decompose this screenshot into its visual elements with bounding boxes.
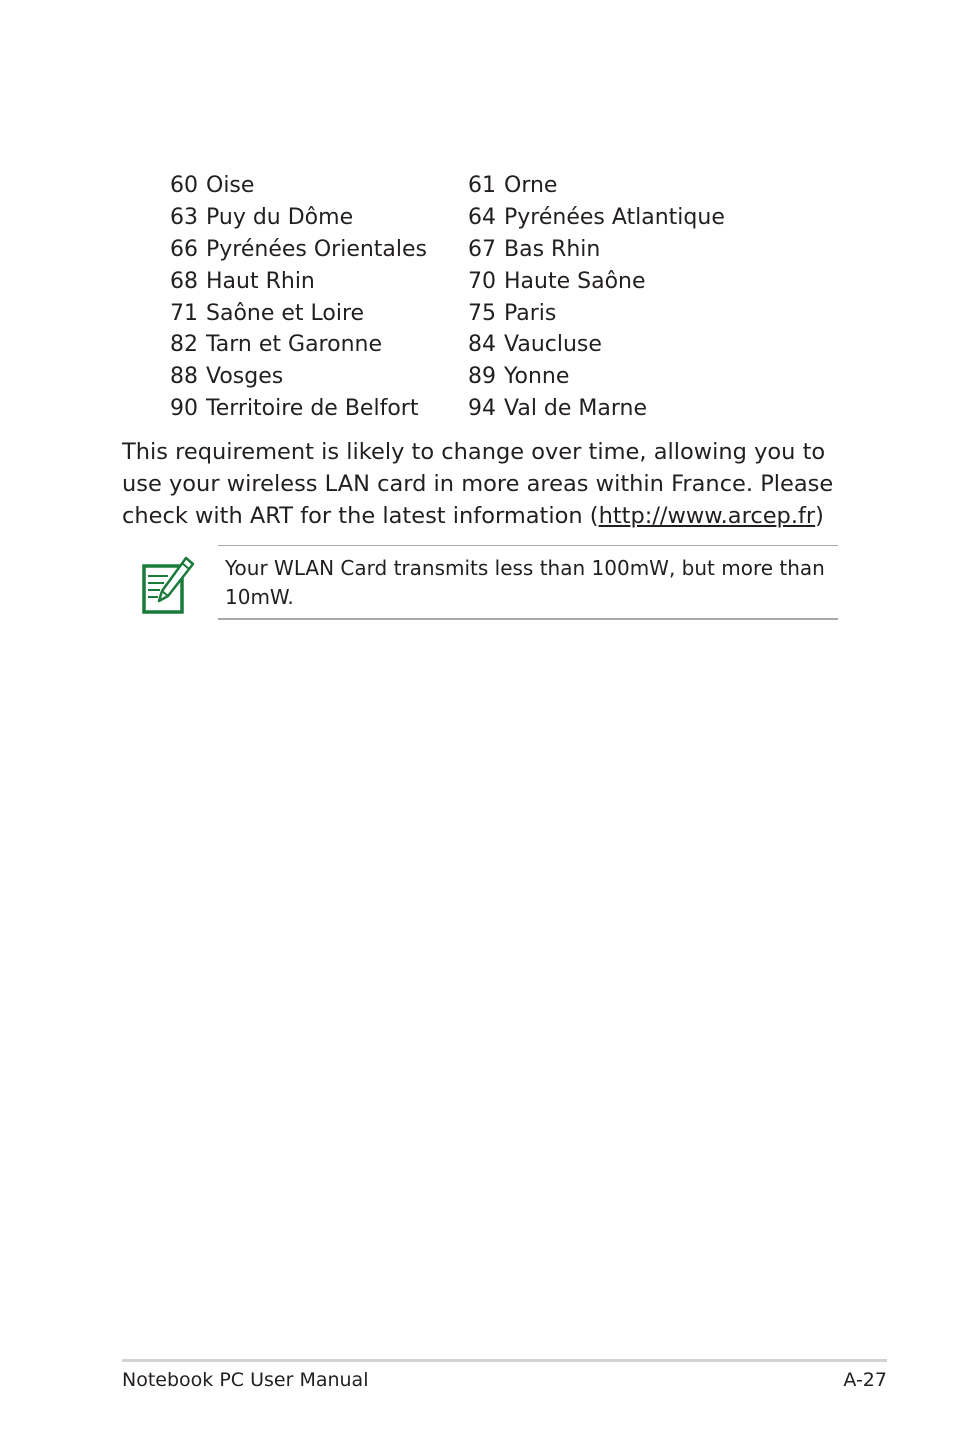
department-row	[170, 361, 770, 393]
department-name: Oise	[206, 173, 255, 199]
paragraph-text-end: )	[815, 503, 824, 529]
department-row	[170, 265, 770, 297]
department-name: Haute Saône	[504, 268, 646, 294]
department-code: 64	[468, 205, 496, 231]
department-entry	[170, 269, 468, 294]
page-number: A-27	[843, 1369, 887, 1391]
department-row	[170, 329, 770, 361]
note-text: Your WLAN Card transmits less than 100mW, but more than 10mW.	[225, 556, 825, 609]
department-code: 66	[170, 236, 198, 262]
department-entry	[170, 364, 468, 389]
department-code: 70	[468, 268, 496, 294]
department-code: 61	[468, 173, 496, 199]
department-entry	[468, 332, 768, 357]
department-name: Pyrénées Orientales	[206, 236, 428, 262]
department-name: Pyrénées Atlantique	[504, 205, 725, 231]
department-name: Yonne	[504, 364, 570, 390]
department-row	[170, 393, 770, 425]
department-code: 68	[170, 268, 198, 294]
department-name: Vosges	[206, 364, 284, 390]
department-entry	[468, 396, 768, 421]
department-name: Vaucluse	[504, 332, 602, 358]
department-code: 67	[468, 236, 496, 262]
department-entry	[170, 237, 468, 262]
department-code: 84	[468, 332, 496, 358]
department-code: 90	[170, 395, 198, 421]
department-name: Tarn et Garonne	[206, 332, 382, 358]
department-code: 89	[468, 364, 496, 390]
department-row	[170, 170, 770, 202]
department-entry	[468, 301, 768, 326]
department-entry	[468, 173, 768, 198]
note-box	[218, 545, 838, 620]
department-row	[170, 297, 770, 329]
department-row	[170, 234, 770, 266]
department-code: 94	[468, 395, 496, 421]
department-name: Haut Rhin	[206, 268, 315, 294]
department-name: Saône et Loire	[206, 300, 365, 326]
department-entry	[468, 364, 768, 389]
department-name: Puy du Dôme	[206, 205, 354, 231]
department-name: Territoire de Belfort	[206, 395, 419, 421]
department-entry	[170, 396, 468, 421]
department-entry	[170, 332, 468, 357]
department-name: Paris	[504, 300, 557, 326]
department-code: 60	[170, 173, 198, 199]
department-entry	[170, 205, 468, 230]
footer-title: Notebook PC User Manual	[122, 1369, 369, 1391]
department-entry	[468, 205, 768, 230]
department-code: 71	[170, 300, 198, 326]
note-pencil-icon	[138, 556, 196, 616]
department-list	[170, 170, 770, 424]
requirement-paragraph	[122, 436, 842, 532]
department-code: 63	[170, 205, 198, 231]
department-row	[170, 202, 770, 234]
department-name: Bas Rhin	[504, 236, 601, 262]
department-code: 88	[170, 364, 198, 390]
department-entry	[468, 269, 768, 294]
department-code: 75	[468, 300, 496, 326]
arcep-link[interactable]: http://www.arcep.fr	[598, 503, 816, 529]
department-entry	[468, 237, 768, 262]
department-entry	[170, 173, 468, 198]
department-name: Orne	[504, 173, 558, 199]
footer-divider	[122, 1359, 887, 1362]
department-entry	[170, 301, 468, 326]
department-code: 82	[170, 332, 198, 358]
department-name: Val de Marne	[504, 395, 648, 421]
paragraph-text: This requirement is likely to change over time, allowing you to use your wireless LAN card in more areas within France. Please check with ART for the latest information (	[122, 439, 834, 529]
